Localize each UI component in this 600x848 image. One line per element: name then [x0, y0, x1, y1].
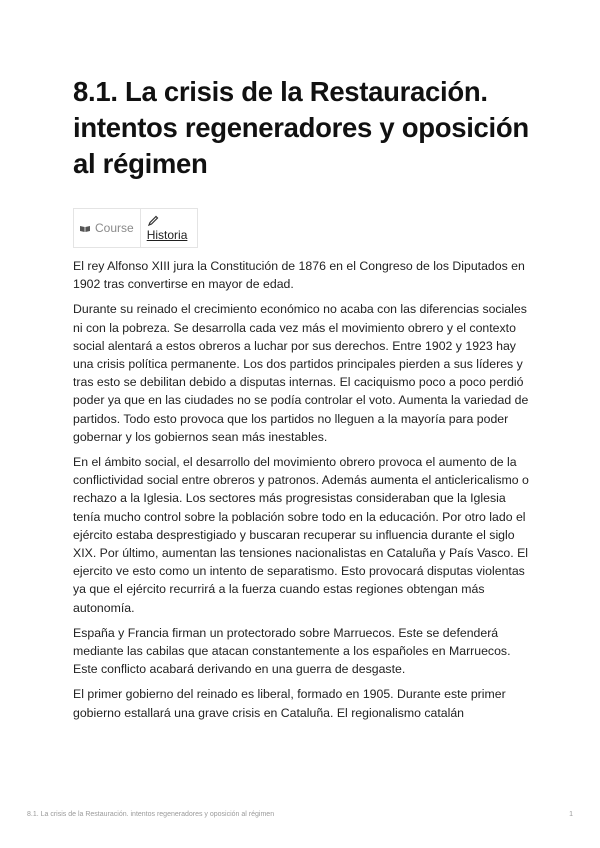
pencil-icon	[147, 215, 159, 227]
course-tag-link[interactable]: Historia	[146, 227, 188, 242]
document-page	[73, 74, 529, 729]
property-value-cell	[141, 209, 198, 247]
paragraph: El primer gobierno del reinado es liberal, formado en 1905. Durante este primer gobierno estallará una grave crisis en Cataluña. El regionalismo catalán	[73, 687, 506, 720]
page-title: 8.1. La crisis de la Restauración. intentos regeneradores y oposición al régimen	[73, 76, 529, 179]
paragraph: Durante su reinado el crecimiento económico no acaba con las diferencias sociales ni con la pobreza. Se desarrolla cada vez más el movimiento obrero y el contexto social alentará a estos obreros a luchar por sus derechos. Entre 1902 y 1923 hay una crisis política permanente. Los dos partidos principales pierden a sus líderes y tras esto se debilitan debido a disputas internas. El caciquismo poco a poco perdió poder ya que en las ciudades no se podía controlar el voto. Aumenta la variedad de partidos. Todo esto provoca que los partidos no lleguen a la mayoría para poder gobernar y los gobiernos sean más inestables.	[73, 302, 529, 444]
paragraph: En el ámbito social, el desarrollo del movimiento obrero provoca el aumento de la conflictividad social entre obreros y patronos. Además aumenta el anticlericalismo o rechazo a la Iglesia. Los sectores más progresistas consideraban que la Iglesia tenía mucho control sobre la población sobre todo en la educación. Por otro lado el ejército estaba desprestigiado y buscaran recuperar su influencia durante el siglo XIX. Por último, aumentan las tensiones nacionalistas en Cataluña y País Vasco. El ejercito ve esto como un intento de separatismo. Esto provocará disputas violentas ya que el ejército recurrirá a la fuerza cuando estas regiones obtengan más autonomía.	[73, 455, 529, 615]
footer-page-number: 1	[569, 811, 573, 818]
property-name-cell	[74, 209, 141, 247]
document-body	[73, 257, 529, 722]
property-name: Course	[95, 221, 134, 235]
paragraph: El rey Alfonso XIII jura la Constitución de 1876 en el Congreso de los Diputados en 1902 tras convertirse en mayor de edad.	[73, 259, 525, 292]
footer-running-title: 8.1. La crisis de la Restauración. intentos regeneradores y oposición al régimen	[27, 811, 275, 818]
book-icon	[80, 225, 90, 232]
paragraph: España y Francia firman un protectorado sobre Marruecos. Este se defenderá mediante las cabilas que atacan constantemente a los españoles en Marruecos. Este conflicto acabará derivando en una guerra de desgaste.	[73, 625, 511, 677]
properties-table	[73, 208, 198, 248]
page-footer	[27, 811, 573, 818]
